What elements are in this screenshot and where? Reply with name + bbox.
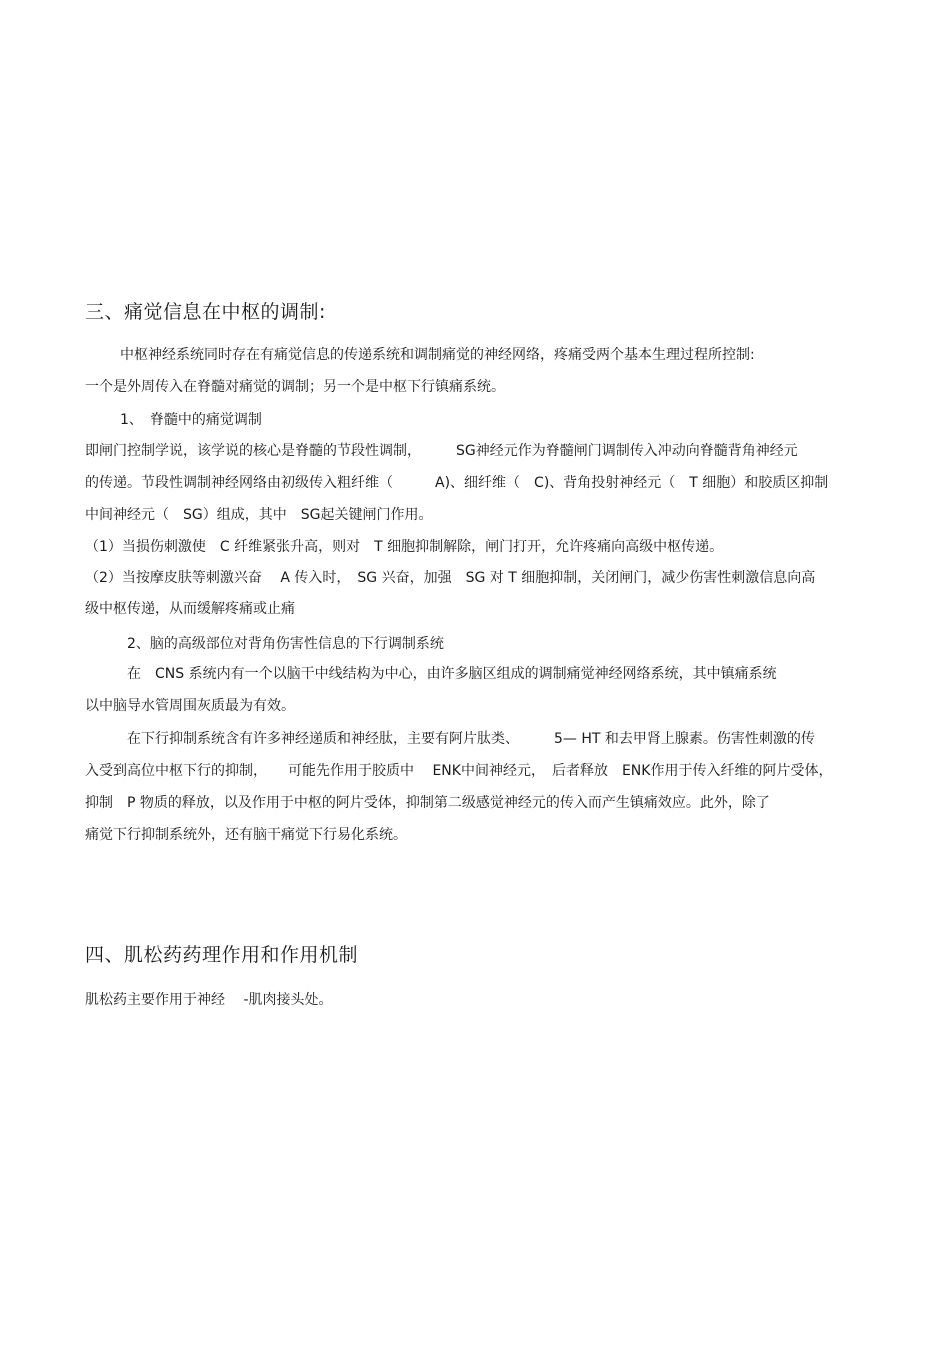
subsection-1-item-1: （1）当损伤刺激使 C 纤维紧张升高，则对 T 细胞抑制解除，闸门打开，允许疼痛向高级中枢传递。 [85, 539, 724, 555]
subsection-2-paragraph-2-line-1: 在下行抑制系统含有许多神经递质和神经肽，主要有阿片肽类、 5— HT 和去甲肾上腺素。伤害性刺激的传 [127, 731, 815, 747]
section-3-intro-line-1: 中枢神经系统同时存在有痛觉信息的传递系统和调制痛觉的神经网络，疼痛受两个基本生理过程所控制: [120, 347, 755, 363]
subsection-2-title: 2、脑的高级部位对背角伤害性信息的下行调制系统 [127, 636, 444, 652]
section-3-heading: 三、痛觉信息在中枢的调制: [85, 301, 326, 323]
subsection-1-paragraph-line-2: 的传递。节段性调制神经网络由初级传入粗纤维（ A)、细纤维（ C)、背角投射神经元（ T 细胞）和胶质区抑制 [85, 475, 829, 491]
subsection-1-paragraph-line-3: 中间神经元（ SG）组成，其中 SG起关键闸门作用。 [85, 507, 433, 523]
subsection-2-paragraph-1-line-1: 在 CNS 系统内有一个以脑干中线结构为中心，由许多脑区组成的调制痛觉神经网络系统，其中镇痛系统 [127, 666, 777, 682]
subsection-2-paragraph-2-line-3: 抑制 P 物质的释放，以及作用于中枢的阿片受体，抑制第二级感觉神经元的传入而产生镇痛效应。此外，除了 [85, 795, 770, 811]
section-3-intro-line-2: 一个是外周传入在脊髓对痛觉的调制；另一个是中枢下行镇痛系统。 [85, 379, 505, 395]
subsection-1-title: 1、 脊髓中的痛觉调制 [120, 412, 262, 428]
subsection-1-item-2-line-1: （2）当按摩皮肤等刺激兴奋 A 传入时， SG 兴奋，加强 SG 对 T 细胞抑制，关闭闸门，减少伤害性刺激信息向高 [85, 570, 816, 586]
subsection-1-paragraph-line-1: 即闸门控制学说，该学说的核心是脊髓的节段性调制， SG神经元作为脊髓闸门调制传入冲动向脊髓背角神经元 [85, 443, 798, 459]
subsection-2-paragraph-2-line-2: 入受到高位中枢下行的抑制， 可能先作用于胶质中 ENK中间神经元， 后者释放 ENK作用于传入纤维的阿片受体， [85, 763, 833, 779]
subsection-2-paragraph-2-line-4: 痛觉下行抑制系统外，还有脑干痛觉下行易化系统。 [85, 827, 407, 843]
section-4-heading: 四、肌松药药理作用和作用机制 [85, 944, 359, 966]
section-4-paragraph: 肌松药主要作用于神经 -肌肉接头处。 [85, 992, 333, 1008]
subsection-1-item-2-line-2: 级中枢传递，从而缓解疼痛或止痛 [85, 601, 295, 617]
subsection-2-paragraph-1-line-2: 以中脑导水管周围灰质最为有效。 [85, 698, 295, 714]
